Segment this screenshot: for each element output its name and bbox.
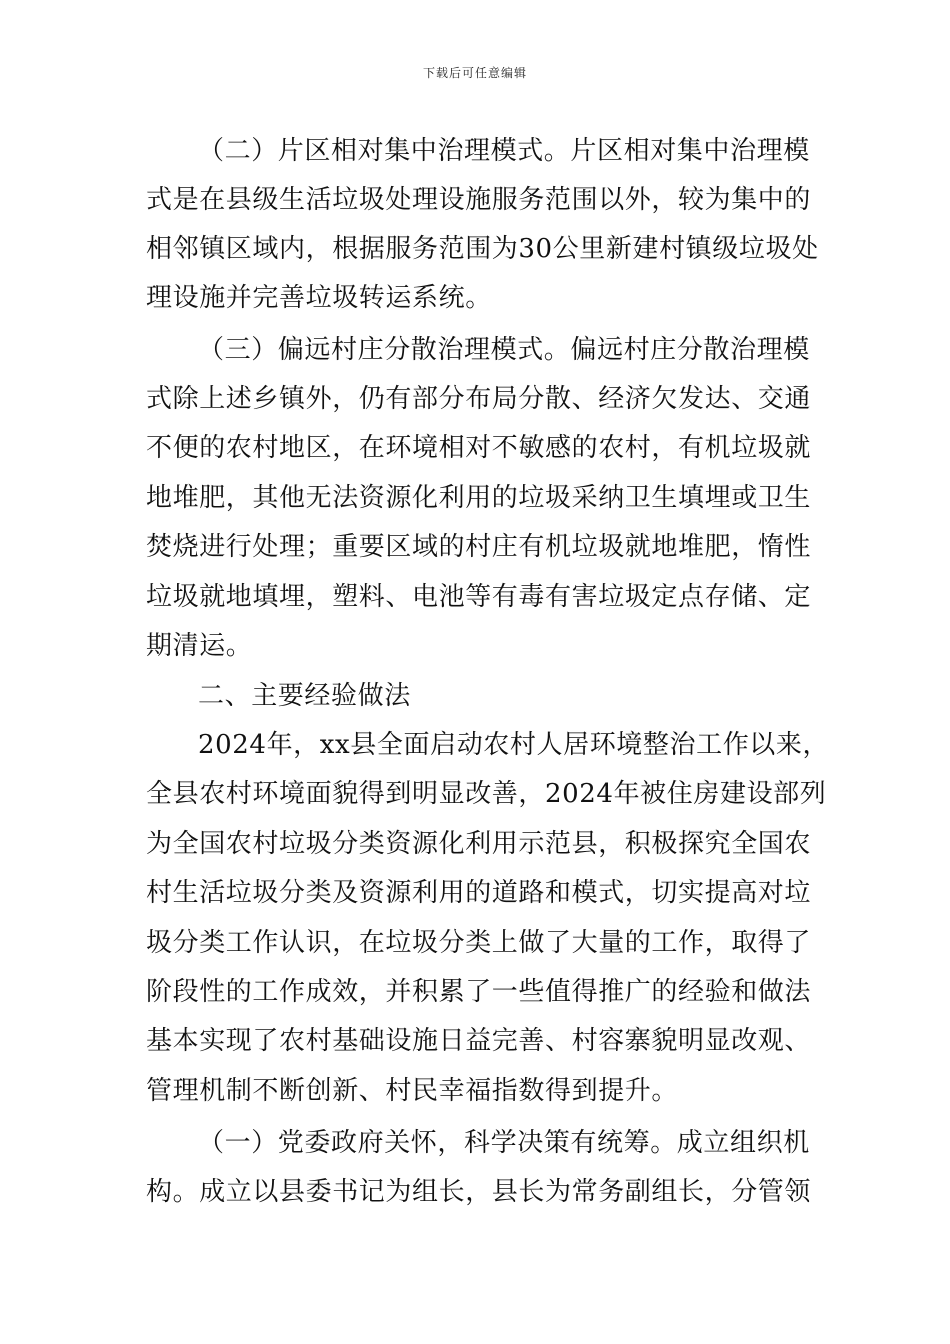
- paragraph-line: 管理机制不断创新、村民幸福指数得到提升。: [146, 1076, 679, 1106]
- paragraph-line: （二）片区相对集中治理模式。片区相对集中治理模: [198, 136, 810, 166]
- paragraph-line: 村生活垃圾分类及资源利用的道路和模式，切实提高对垃: [146, 878, 812, 908]
- paragraph-line: 理设施并完善垃圾转运系统。: [146, 283, 492, 313]
- paragraph-line: 为全国农村垃圾分类资源化利用示范县，积极探究全国农: [146, 829, 812, 859]
- paragraph-line: 垃圾就地填埋，塑料、电池等有毒有害垃圾定点存储、定: [146, 582, 812, 612]
- paragraph-line: 阶段性的工作成效，并积累了一些值得推广的经验和做法: [146, 977, 812, 1007]
- paragraph-line: 相邻镇区域内，根据服务范围为30公里新建村镇级垃圾处: [146, 234, 819, 264]
- paragraph-line: 期清运。: [146, 631, 253, 661]
- paragraph-line: 2024年，xx县全面启动农村人居环境整治工作以来，: [198, 730, 830, 760]
- section-heading: 二、主要经验做法: [198, 681, 411, 711]
- header-note: 下载后可任意编辑: [422, 66, 527, 80]
- paragraph-line: 式除上述乡镇外，仍有部分布局分散、经济欠发达、交通: [146, 384, 812, 414]
- paragraph-line: 构。成立以县委书记为组长，县长为常务副组长，分管领: [146, 1177, 812, 1207]
- paragraph-line: （一）党委政府关怀，科学决策有统筹。成立组织机: [198, 1128, 810, 1158]
- paragraph-line: 焚烧进行处理；重要区域的村庄有机垃圾就地堆肥，惰性: [146, 532, 812, 562]
- paragraph-line: 不便的农村地区，在环境相对不敏感的农村，有机垃圾就: [146, 433, 812, 463]
- paragraph-line: （三）偏远村庄分散治理模式。偏远村庄分散治理模: [198, 335, 810, 365]
- paragraph-line: 式是在县级生活垃圾处理设施服务范围以外，较为集中的: [146, 185, 812, 215]
- paragraph-line: 地堆肥，其他无法资源化利用的垃圾采纳卫生填埋或卫生: [146, 483, 812, 513]
- paragraph-line: 全县农村环境面貌得到明显改善，2024年被住房建设部列: [146, 779, 827, 809]
- paragraph-line: 基本实现了农村基础设施日益完善、村容寨貌明显改观、: [146, 1026, 812, 1056]
- paragraph-line: 圾分类工作认识，在垃圾分类上做了大量的工作，取得了: [146, 928, 812, 958]
